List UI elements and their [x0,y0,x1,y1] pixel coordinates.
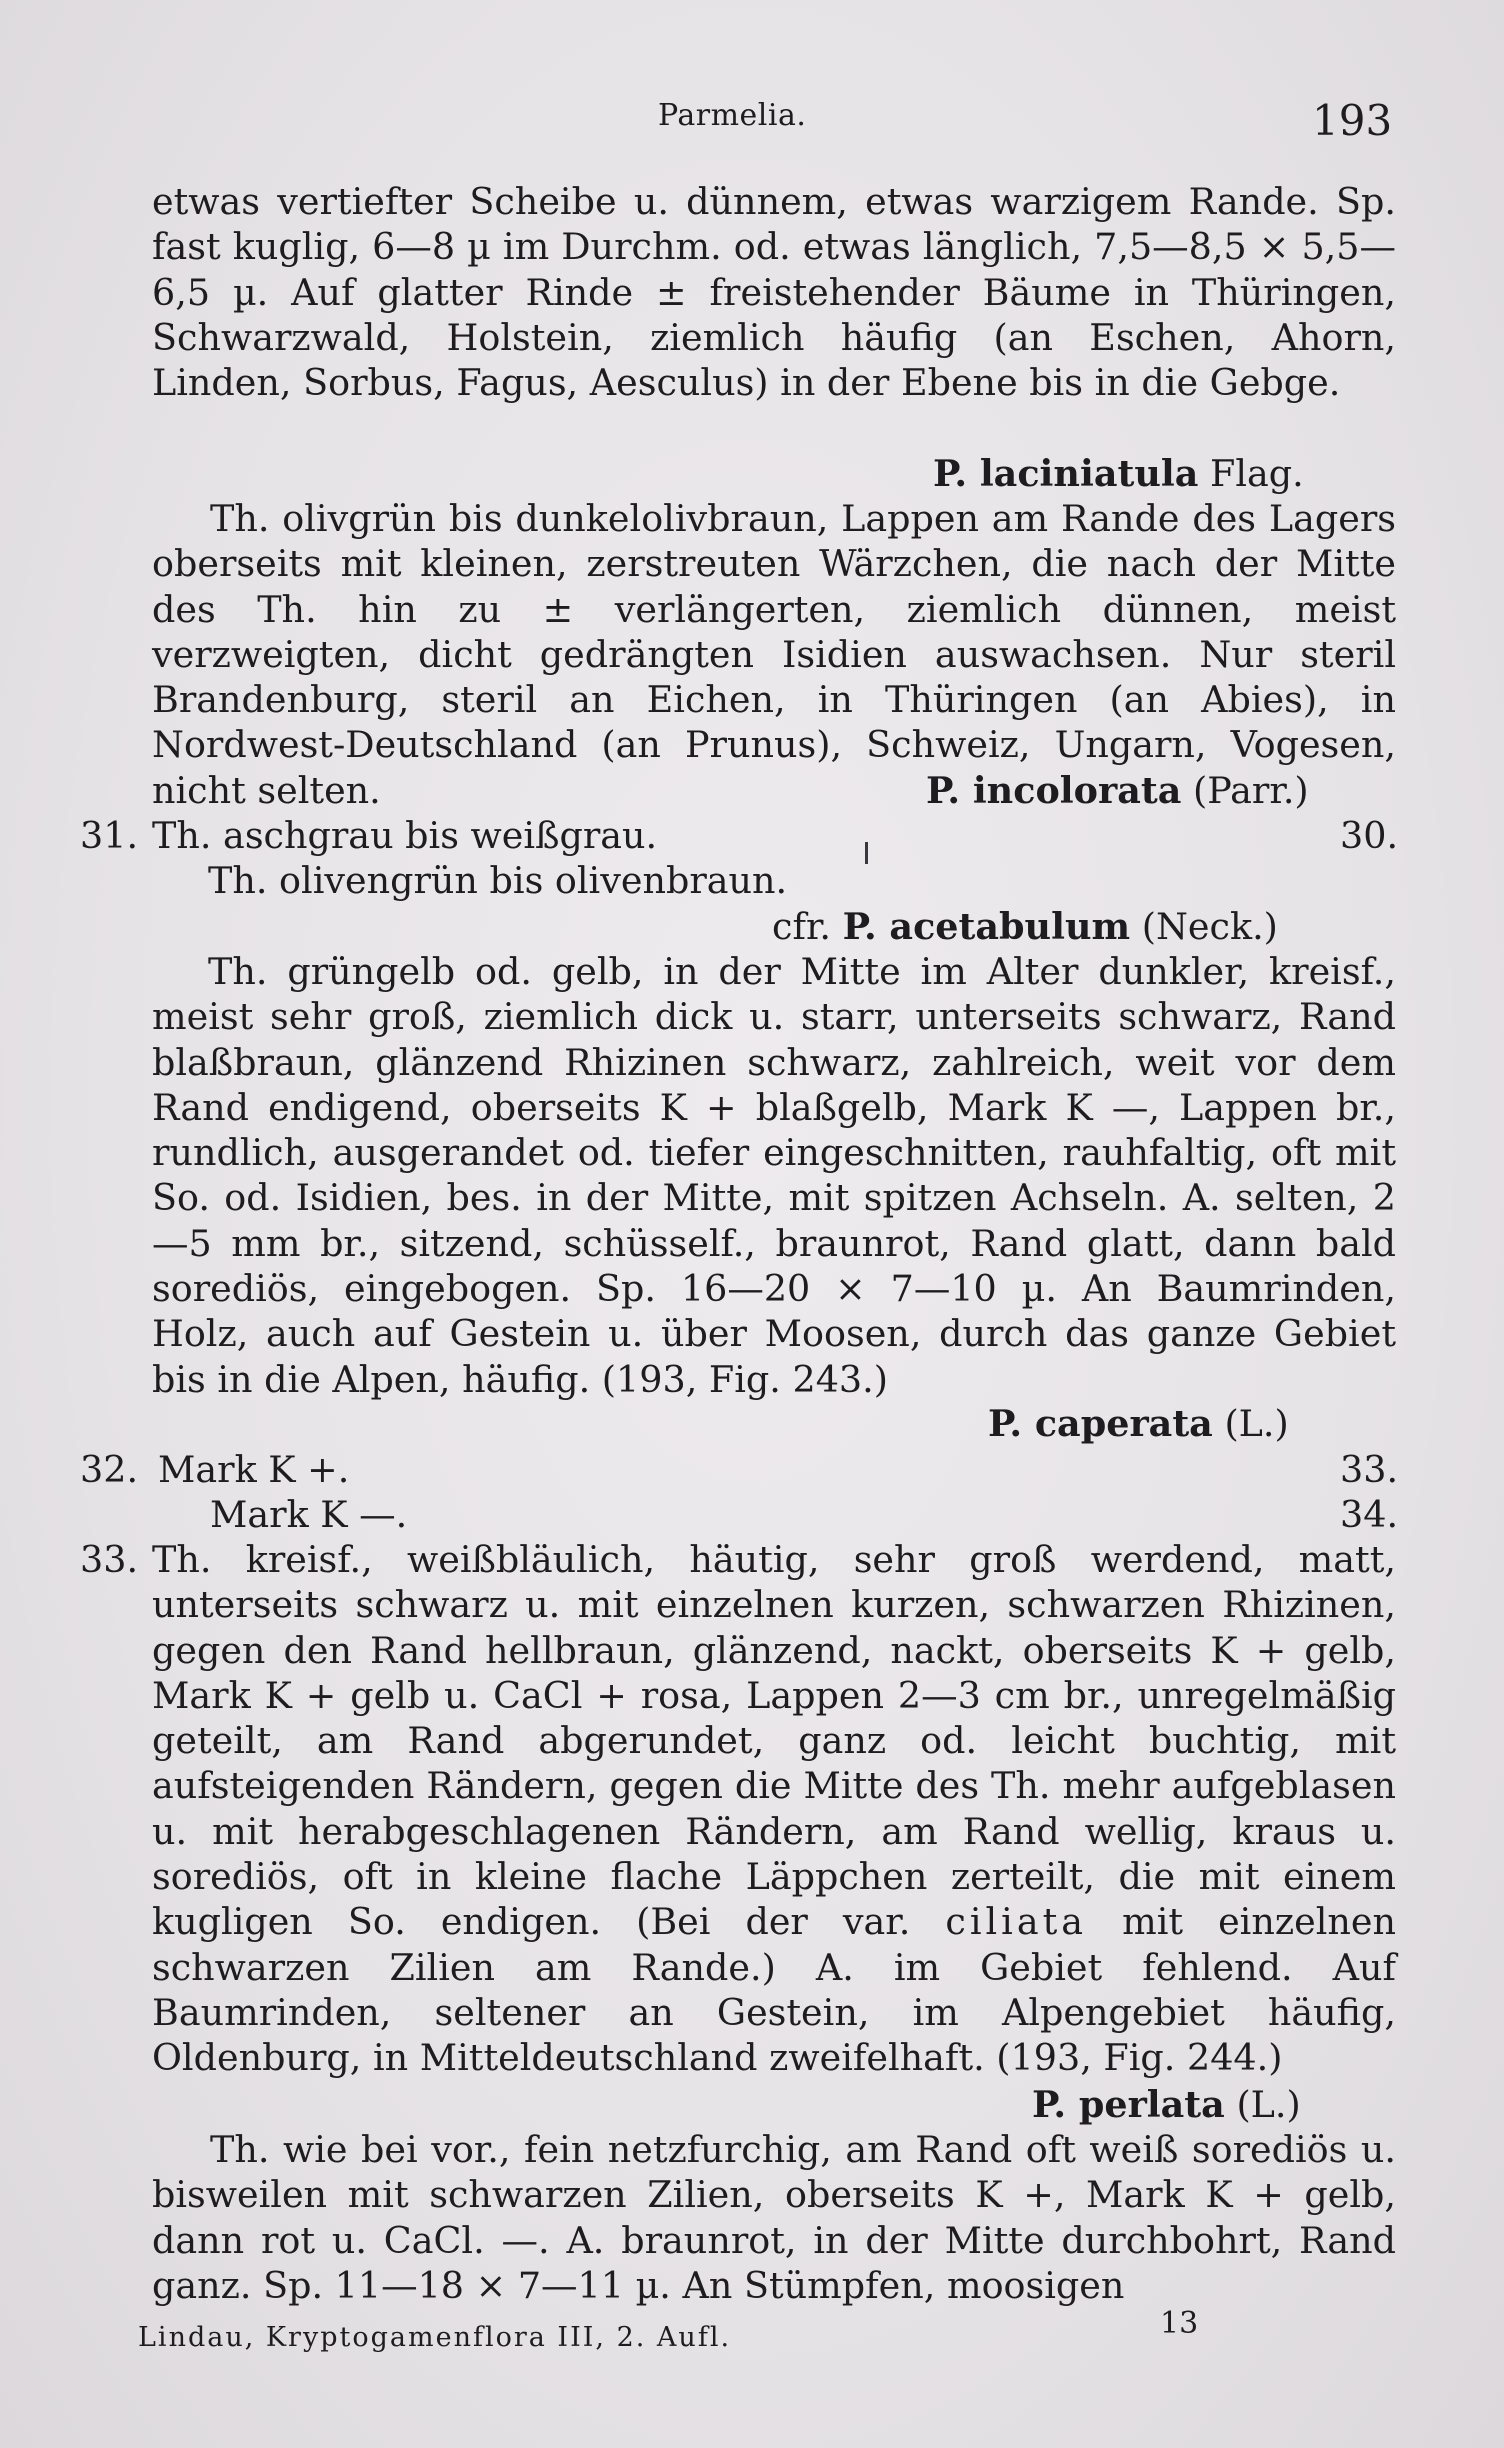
species-author: (L.) [1224,1402,1289,1445]
paragraph-1: etwas vertiefter Scheibe u. dünnem, etwas warzigem Rande. Sp. fast kuglig, 6—8 µ im Durchm. od. etwas länglich, 7,5—8,5 × 5,5—6,5 µ. Auf glatter Rinde ± freistehender Bäume in Thüringen, Schwarzwald, Holstein, ziemlich häufig (an Eschen, Ahorn, Linden, Sorbus, Fagus, Aesculus) in der Ebene bis in die Gebge. [152,180,1396,405]
key-number-33: 33. [80,1538,139,1581]
species-author: Flag. [1210,452,1304,495]
species-name: P. caperata [988,1402,1213,1445]
paragraph-3: Th. grüngelb od. gelb, in der Mitte im Alter dunkler, kreisf., meist sehr groß, ziemlich dick u. starr, unterseits schwarz, Rand blaßbraun, glänzend Rhizinen schwarz, zahlreich, weit vor dem Rand endigend, oberseits K + blaßgelb, Mark K —, Lappen br., rundlich, ausgerandet od. tiefer eingeschnitten, rauhfaltig, oft mit So. od. Isidien, bes. in der Mitte, mit spitzen Achseln. A. selten, 2—5 mm br., sitzend, schüsself., braunrot, Rand glatt, dann bald sorediös, eingebogen. Sp. 16—20 × 7—10 µ. An Baumrinden, Holz, auch auf Gestein u. über Moosen, durch das ganze Gebiet bis in die Alpen, häufig. (193, Fig. 243.) [152,950,1396,1401]
key-32a-text: Mark K +. [158,1448,350,1491]
variety-name: ciliata [945,1900,1088,1944]
species-perlata [1032,2082,1301,2127]
species-author: (Neck.) [1141,905,1278,948]
species-incolorata [926,768,1309,813]
species-laciniatula [933,451,1304,496]
paragraph-4-part-2: mit einzelnen schwarzen Zilien am Rande.) A. im Gebiet fehlend. Auf Baumrinden, seltener an Gestein, im Alpengebiet häufig, Oldenburg, in Mitteldeutschland zweifelhaft. (193, Fig. 244.) [152,1900,1396,2080]
species-name: P. perlata [1032,2083,1225,2126]
key-31a-text: Th. aschgrau bis weißgrau. [152,814,658,857]
species-acetabulum [772,904,1278,949]
species-caperata [988,1401,1289,1446]
running-header: Parmelia. [658,98,807,133]
key-31b-text: Th. olivengrün bis olivenbraun. [208,859,788,902]
species-name: P. laciniatula [933,452,1199,495]
key-31a-ref: 30. [1340,814,1399,857]
printer-mark [865,842,868,864]
key-32b-ref: 34. [1340,1493,1399,1536]
key-number-31: 31. [80,814,139,857]
species-name: P. acetabulum [842,905,1131,948]
key-32a-ref: 33. [1340,1448,1399,1491]
page-number: 193 [1312,96,1393,145]
paragraph-4-part-1: Th. kreisf., weißbläulich, häutig, sehr groß werdend, matt, unterseits schwarz u. mit einzelnen kurzen, schwarzen Rhizinen, gegen den Rand hellbraun, glänzend, nackt, oberseits K + gelb, Mark K + gelb u. CaCl + rosa, Lappen 2—3 cm br., unregelmäßig geteilt, am Rand abgerundet, ganz od. leicht buchtig, mit aufsteigenden Rändern, gegen die Mitte des Th. mehr aufgeblasen u. mit herabgeschlagenen Rändern, am Rand wellig, kraus u. sorediös, oft in kleine flache Läppchen zerteilt, die mit einem kugligen So. endigen. (Bei der var. [152,1538,1396,1944]
footer-source: Lindau, Kryptogamenflora III, 2. Aufl. [138,2322,732,2353]
species-author: (Parr.) [1193,769,1309,812]
signature-mark: 13 [1160,2306,1199,2341]
paragraph-2: Th. olivgrün bis dunkelolivbraun, Lappen am Rande des Lagers oberseits mit kleinen, zerstreuten Wärzchen, die nach der Mitte des Th. hin zu ± verlängerten, ziemlich dünnen, meist verzweigten, dicht gedrängten Isidien auswachsen. Nur steril Brandenburg, steril an Eichen, in Thüringen (an Abies), in Nordwest-Deutschland (an Prunus), Schweiz, Ungarn, Vogesen, nicht selten. [152,497,1396,812]
cfr-label: cfr. [772,905,831,948]
species-author: (L.) [1236,2083,1301,2126]
species-name: P. incolorata [926,769,1182,812]
paragraph-4 [152,1537,1396,2081]
key-32b-text: Mark K —. [210,1493,408,1536]
key-number-32: 32. [80,1448,139,1491]
paragraph-5: Th. wie bei vor., fein netzfurchig, am Rand oft weiß sorediös u. bisweilen mit schwarzen Zilien, oberseits K +, Mark K + gelb, dann rot u. CaCl. —. A. braunrot, in der Mitte durchbohrt, Rand ganz. Sp. 11—18 × 7—11 µ. An Stümpfen, moosigen [152,2128,1396,2307]
